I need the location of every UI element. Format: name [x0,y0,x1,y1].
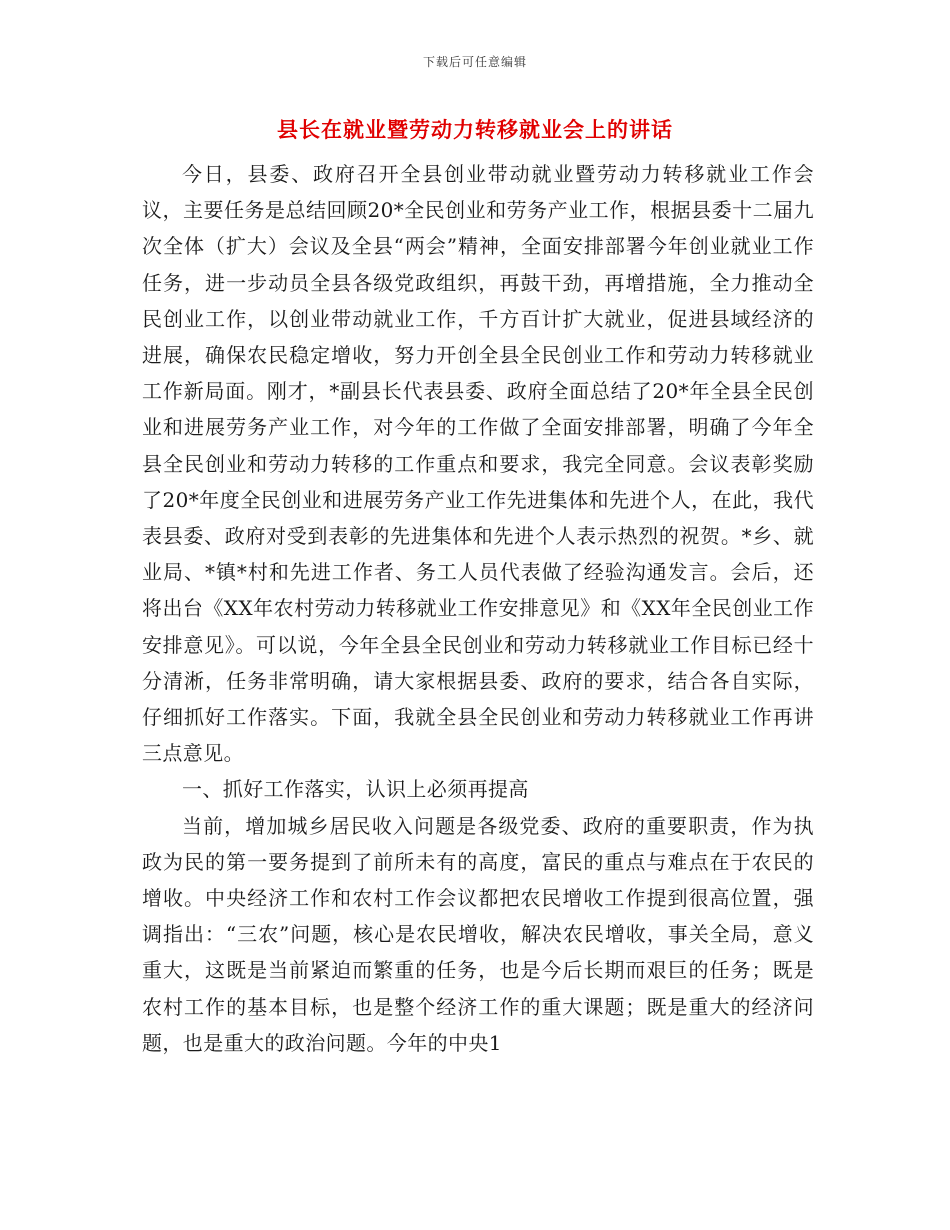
paragraph-intro: 今日，县委、政府召开全县创业带动就业暨劳动力转移就业工作会议，主要任务是总结回顾20*全民创业和劳务产业工作，根据县委十二届九次全体（扩大）会议及全县“两会”精神，全面安排部署今年创业就业工作任务，进一步动员全县各级党政组织，再鼓干劲，再增措施，全力推动全民创业工作，以创业带动就业工作，千方百计扩大就业，促进县域经济的进展，确保农民稳定增收，努力开创全县全民创业工作和劳动力转移就业工作新局面。刚才，*副县长代表县委、政府全面总结了20*年全县全民创业和进展劳务产业工作，对今年的工作做了全面安排部署，明确了今年全县全民创业和劳动力转移的工作重点和要求，我完全同意。会议表彰奖励了20*年度全民创业和进展劳务产业工作先进集体和先进个人，在此，我代表县委、政府对受到表彰的先进集体和先进个人表示热烈的祝贺。*乡、就业局、*镇*村和先进工作者、务工人员代表做了经验沟通发言。会后，还将出台《XX年农村劳动力转移就业工作安排意见》和《XX年全民创业工作安排意见》。可以说，今年全县全民创业和劳动力转移就业工作目标已经十分清淅，任务非常明确，请大家根据县委、政府的要求，结合各自实际，仔细抓好工作落实。下面，我就全县全民创业和劳动力转移就业工作再讲三点意见。 [142,162,814,766]
section-heading-one: 一、抓好工作落实，认识上必须再提高 [182,777,529,802]
document-title: 县长在就业暨劳动力转移就业会上的讲话 [277,117,673,142]
paragraph-section-one: 当前，增加城乡居民收入问题是各级党委、政府的重要职责，作为执政为民的第一要务提到了前所未有的高度，富民的重点与难点在于农民的增收。中央经济工作和农村工作会议都把农民增收工作提到很高位置，强调指出：“三农”问题，核心是农民增收，解决农民增收，事关全局，意义重大，这既是当前紧迫而繁重的任务，也是今后长期而艰巨的任务；既是农村工作的基本目标，也是整个经济工作的重大课题；既是重大的经济问题，也是重大的政治问题。今年的中央1 [142,813,814,1055]
document-body [142,156,814,1061]
page-header-note: 下载后可任意编辑 [422,55,527,69]
